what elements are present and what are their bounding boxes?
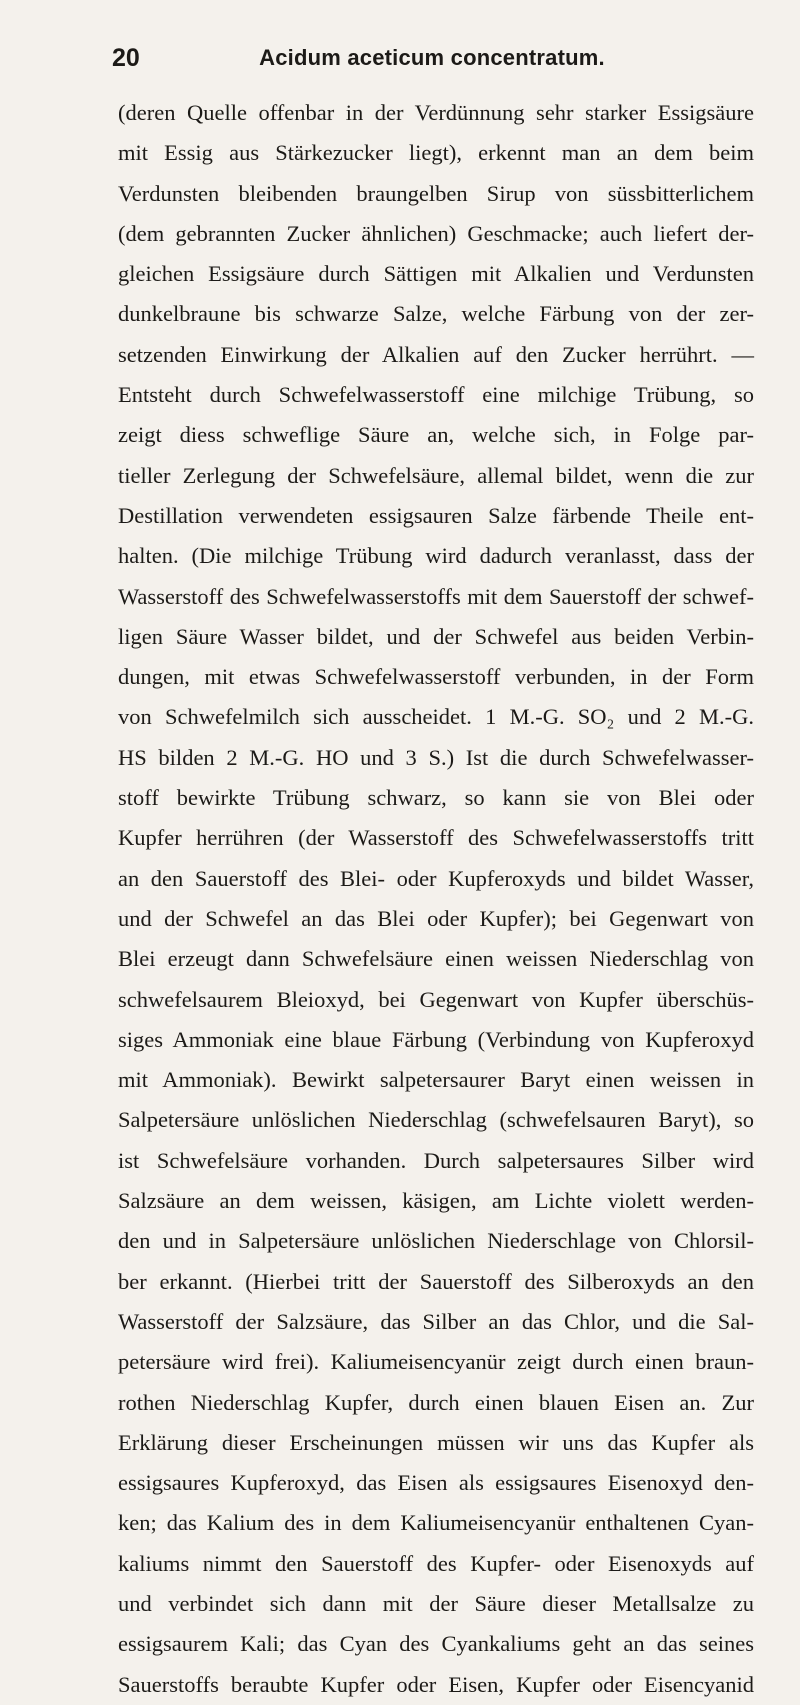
text-line: ligen Säure Wasser bildet, und der Schwefel aus beiden Verbin- [118,623,754,649]
text-line: Destillation verwendeten essigsauren Salze färbende Theile ent- [118,502,754,528]
text-line: essigsaures Kupferoxyd, das Eisen als essigsaures Eisenoxyd den- [118,1470,754,1496]
text-line: an den Sauerstoff des Blei- oder Kupferoxyds und bildet Wasser, [118,865,754,891]
text-line: den und in Salpetersäure unlöslichen Niederschlage von Chlorsil- [118,1228,754,1254]
text-line: mit Ammoniak). Bewirkt salpetersaurer Baryt einen weissen in [118,1067,754,1093]
page-header [112,44,752,84]
text-line: Wasserstoff der Salzsäure, das Silber an das Chlor, und die Sal- [118,1308,754,1334]
text-line: von Schwefelmilch sich ausscheidet. 1 M.-G. SO₂ und 2 M.-G. [118,704,754,730]
text-line: siges Ammoniak eine blaue Färbung (Verbindung von Kupferoxyd [118,1026,754,1052]
text-line: stoff bewirkte Trübung schwarz, so kann sie von Blei oder [118,785,754,811]
text-line: Blei erzeugt dann Schwefelsäure einen weissen Niederschlag von [118,946,754,972]
text-line: (deren Quelle offenbar in der Verdünnung sehr starker Essigsäure [118,100,754,125]
text-line: (dem gebrannten Zucker ähnlichen) Geschmacke; auch liefert der- [118,220,754,246]
text-line: essigsaurem Kali; das Cyan des Cyankaliums geht an das seines [118,1631,754,1657]
text-line: gleichen Essigsäure durch Sättigen mit Alkalien und Verdunsten [118,261,754,287]
text-line: setzenden Einwirkung der Alkalien auf den Zucker herrührt. — [118,341,754,367]
text-line: ken; das Kalium des in dem Kaliumeisencyanür enthaltenen Cyan- [118,1510,754,1536]
text-line: dunkelbraune bis schwarze Salze, welche Färbung von der zer- [118,301,754,327]
text-line: Wasserstoff des Schwefelwasserstoffs mit dem Sauerstoff der schwef- [118,583,754,609]
text-line: rothen Niederschlag Kupfer, durch einen blauen Eisen an. Zur [118,1389,754,1415]
text-line: Verdunsten bleibenden braungelben Sirup von süssbitterlichem [118,180,754,206]
text-line: und verbindet sich dann mit der Säure dieser Metallsalze zu [118,1590,754,1616]
text-line: kaliums nimmt den Sauerstoff des Kupfer- oder Eisenoxyds auf [118,1550,754,1576]
text-line: Salpetersäure unlöslichen Niederschlag (schwefelsauren Baryt), so [118,1107,754,1133]
text-line: petersäure wird frei). Kaliumeisencyanür zeigt durch einen braun- [118,1349,754,1375]
running-title: Acidum aceticum concentratum. [259,45,605,70]
text-line: Salzsäure an dem weissen, käsigen, am Lichte violett werden- [118,1188,754,1214]
text-line: ist Schwefelsäure vorhanden. Durch salpetersaures Silber wird [118,1147,754,1173]
text-line: und der Schwefel an das Blei oder Kupfer); bei Gegenwart von [118,905,754,931]
text-line: dungen, mit etwas Schwefelwasserstoff verbunden, in der Form [118,664,754,690]
text-line: Entsteht durch Schwefelwasserstoff eine milchige Trübung, so [118,382,754,408]
text-line: Kupfer herrühren (der Wasserstoff des Schwefelwasserstoffs tritt [118,825,754,851]
text-line: halten. (Die milchige Trübung wird dadurch veranlasst, dass der [118,543,754,569]
page-number: 20 [112,44,140,72]
text-line: schwefelsaurem Bleioxyd, bei Gegenwart von Kupfer überschüs- [118,986,754,1012]
text-line: zeigt diess schweflige Säure an, welche sich, in Folge par- [118,422,754,448]
text-line: HS bilden 2 M.-G. HO und 3 S.) Ist die durch Schwefelwasser- [118,744,754,770]
text-line: mit Essig aus Stärkezucker liegt), erkennt man an dem beim [118,140,754,166]
text-line: Erklärung dieser Erscheinungen müssen wir uns das Kupfer als [118,1429,754,1455]
text-line: Sauerstoffs beraubte Kupfer oder Eisen, Kupfer oder Eisencyanid [118,1671,754,1697]
body-text [118,93,754,1705]
text-line: tieller Zerlegung der Schwefelsäure, allemal bildet, wenn die zur [118,462,754,488]
text-line: ber erkannt. (Hierbei tritt der Sauerstoff des Silberoxyds an den [118,1268,754,1294]
